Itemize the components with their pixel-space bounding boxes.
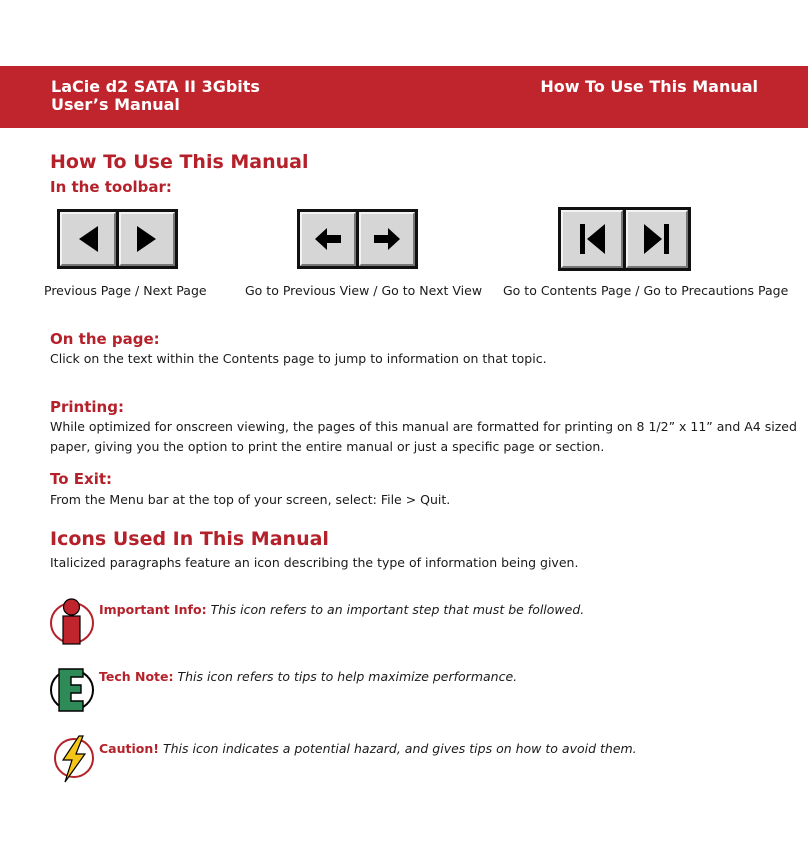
jump-nav-buttons xyxy=(558,207,691,271)
icons-section-title: Icons Used In This Manual xyxy=(50,528,329,550)
icons-section-intro: Italicized paragraphs feature an icon describing the type of information being given. xyxy=(50,555,579,570)
on-page-text: Click on the text within the Contents page to jump to information on that topic. xyxy=(50,351,547,366)
arrow-right-icon xyxy=(372,226,402,252)
tech-note-icon xyxy=(49,663,95,715)
next-page-button[interactable] xyxy=(119,212,175,266)
header-section: How To Use This Manual xyxy=(540,77,758,96)
skip-last-icon xyxy=(642,222,672,256)
caution-item xyxy=(99,741,637,756)
header-product: LaCie d2 SATA II 3Gbits xyxy=(51,77,260,96)
important-info-label: Important Info: xyxy=(99,602,207,617)
printing-text-line2: paper, giving you the option to print the entire manual or just a specific page or section. xyxy=(50,439,605,454)
exit-text: From the Menu bar at the top of your screen, select: File > Quit. xyxy=(50,492,451,507)
printing-text-line1: While optimized for onscreen viewing, the pages of this manual are formatted for printing on 8 1/2” x 11” and A4 sized xyxy=(50,419,797,434)
important-info-icon xyxy=(49,596,95,646)
caution-label: Caution! xyxy=(99,741,159,756)
exit-heading: To Exit: xyxy=(50,470,112,488)
previous-view-button[interactable] xyxy=(300,212,356,266)
jump-nav-caption: Go to Contents Page / Go to Precautions Page xyxy=(503,283,789,298)
caution-icon xyxy=(53,734,95,784)
triangle-right-icon xyxy=(135,224,159,254)
header-manual: User’s Manual xyxy=(51,95,180,114)
page-nav-caption: Previous Page / Next Page xyxy=(44,283,207,298)
triangle-left-icon xyxy=(76,224,100,254)
important-info-text: This icon refers to an important step that must be followed. xyxy=(210,602,585,617)
view-nav-buttons xyxy=(297,209,418,269)
arrow-left-icon xyxy=(313,226,343,252)
view-nav-caption: Go to Previous View / Go to Next View xyxy=(245,283,483,298)
caution-text: This icon indicates a potential hazard, and gives tips on how to avoid them. xyxy=(162,741,637,756)
tech-note-text: This icon refers to tips to help maximize performance. xyxy=(177,669,518,684)
precautions-page-button[interactable] xyxy=(626,210,688,268)
toolbar-heading: In the toolbar: xyxy=(50,178,172,196)
page-nav-buttons xyxy=(57,209,178,269)
important-info-item xyxy=(99,602,584,617)
previous-page-button[interactable] xyxy=(60,212,116,266)
header-bar xyxy=(0,66,808,128)
header-left xyxy=(51,78,260,114)
tech-note-item xyxy=(99,669,517,684)
next-view-button[interactable] xyxy=(359,212,415,266)
skip-first-icon xyxy=(577,222,607,256)
on-page-heading: On the page: xyxy=(50,330,160,348)
printing-heading: Printing: xyxy=(50,398,124,416)
tech-note-label: Tech Note: xyxy=(99,669,174,684)
contents-page-button[interactable] xyxy=(561,210,623,268)
page-title: How To Use This Manual xyxy=(50,151,309,173)
